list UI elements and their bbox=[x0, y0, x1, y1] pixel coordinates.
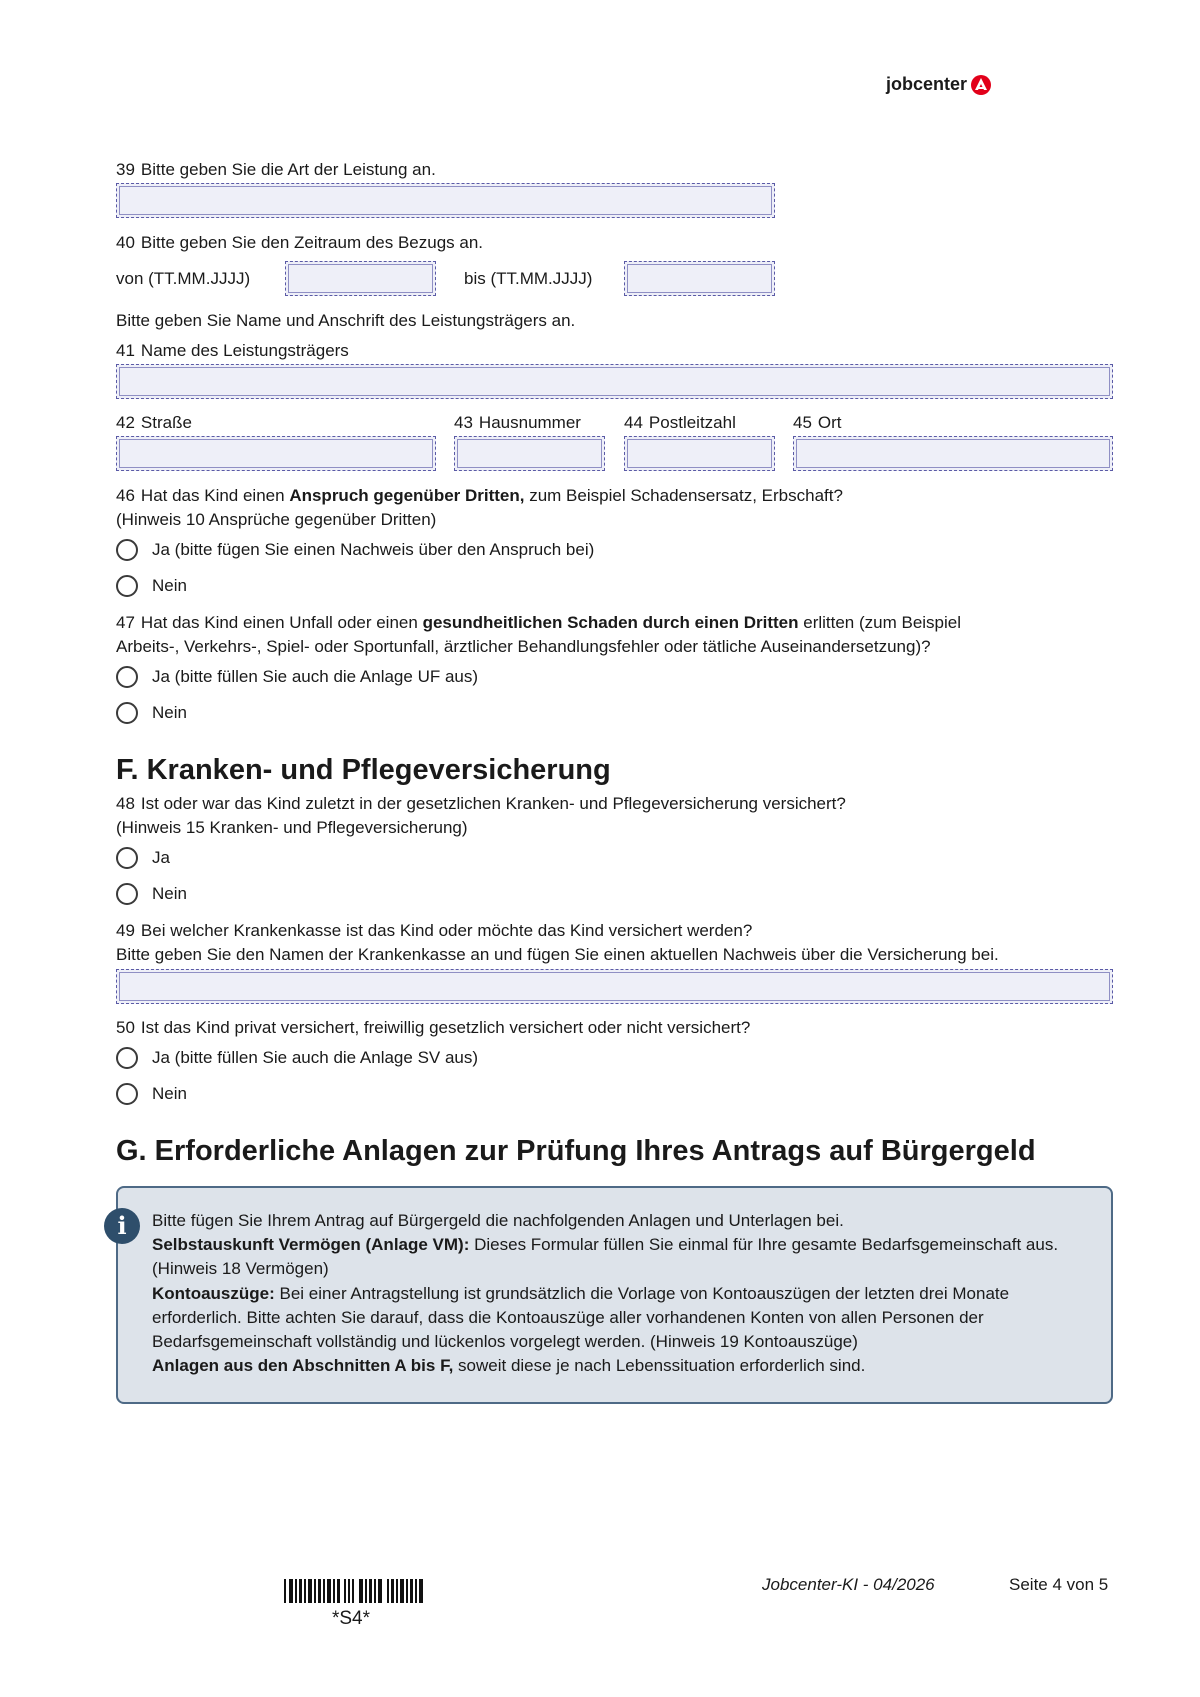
q44-number: 44 bbox=[624, 413, 643, 432]
health-insurance-field[interactable] bbox=[116, 969, 1113, 1004]
q41-number: 41 bbox=[116, 341, 135, 360]
q42-label bbox=[116, 411, 192, 435]
q41-label bbox=[116, 339, 349, 363]
form-id: Jobcenter-KI - 04/2026 bbox=[762, 1575, 935, 1594]
q49-label bbox=[116, 919, 752, 943]
q46-text-post: zum Beispiel Schadensersatz, Erbschaft? bbox=[524, 486, 843, 505]
q50-option-no[interactable] bbox=[116, 1080, 187, 1108]
info-line-anlagen bbox=[152, 1354, 1058, 1378]
q42-text: Straße bbox=[140, 413, 192, 432]
q47-no-radio[interactable] bbox=[116, 702, 138, 724]
q46-text-bold: Anspruch gegenüber Dritten, bbox=[289, 486, 525, 505]
q41-text: Name des Leistungsträgers bbox=[140, 341, 349, 360]
q50-yes-label: Ja (bitte füllen Sie auch die Anlage SV aus) bbox=[152, 1048, 479, 1067]
q44-text: Postleitzahl bbox=[648, 413, 736, 432]
info-line-intro: Bitte fügen Sie Ihrem Antrag auf Bürgergeld die nachfolgenden Anlagen und Unterlagen bei. bbox=[152, 1211, 844, 1230]
section-f-title: F. Kranken- und Pflegeversicherung bbox=[116, 754, 611, 786]
q48-number: 48 bbox=[116, 794, 135, 813]
q49-number: 49 bbox=[116, 921, 135, 940]
q50-no-label: Nein bbox=[152, 1084, 187, 1103]
q40-text: Bitte geben Sie den Zeitraum des Bezugs an. bbox=[140, 233, 484, 252]
q47-yes-label: Ja (bitte füllen Sie auch die Anlage UF aus) bbox=[152, 667, 479, 686]
section-g-title: G. Erforderliche Anlagen zur Prüfung Ihres Antrags auf Bürgergeld bbox=[116, 1135, 1036, 1167]
date-from-label: von (TT.MM.JJJJ) bbox=[116, 269, 251, 288]
q47-option-yes[interactable] bbox=[116, 663, 478, 691]
street-field[interactable] bbox=[116, 436, 436, 471]
q46-option-yes[interactable] bbox=[116, 536, 594, 564]
q50-text: Ist das Kind privat versichert, freiwillig gesetzlich versichert oder nicht versichert? bbox=[140, 1018, 751, 1037]
q48-no-label: Nein bbox=[152, 884, 187, 903]
city-field[interactable] bbox=[793, 436, 1113, 471]
q48-yes-label: Ja bbox=[152, 848, 170, 867]
q46-no-label: Nein bbox=[152, 576, 187, 595]
date-to-field[interactable] bbox=[624, 261, 775, 296]
q43-text: Hausnummer bbox=[478, 413, 581, 432]
q43-label bbox=[454, 411, 581, 435]
q48-option-no[interactable] bbox=[116, 880, 187, 908]
barcode bbox=[284, 1579, 426, 1630]
info-text bbox=[152, 1209, 1058, 1378]
info-vm-text: Dieses Formular füllen Sie einmal für Ihre gesamte Bedarfsgemeinschaft aus. bbox=[469, 1235, 1059, 1255]
q46-yes-label: Ja (bitte fügen Sie einen Nachweis über den Anspruch bei) bbox=[152, 540, 595, 559]
q47-number: 47 bbox=[116, 613, 135, 632]
q46-number: 46 bbox=[116, 486, 135, 505]
house-number-field[interactable] bbox=[454, 436, 605, 471]
q47-no-label: Nein bbox=[152, 703, 187, 722]
q50-number: 50 bbox=[116, 1018, 135, 1037]
q47-line2: Arbeits-, Verkehrs-, Spiel- oder Sportunfall, ärztlicher Behandlungsfehler oder tätliche Auseinandersetzung)? bbox=[116, 637, 931, 656]
q48-hint: (Hinweis 15 Kranken- und Pflegeversicherung) bbox=[116, 818, 468, 837]
q50-label bbox=[116, 1016, 750, 1040]
q46-option-no[interactable] bbox=[116, 572, 187, 600]
info-anlagen-bold: Anlagen aus den Abschnitten A bis F, bbox=[152, 1356, 454, 1376]
info-line-konto-3: Bedarfsgemeinschaft vollständig und lückenlos vorgelegt werden. (Hinweis 19 Kontoauszüge) bbox=[152, 1332, 858, 1352]
q48-option-yes[interactable] bbox=[116, 844, 170, 872]
q47-text-pre: Hat das Kind einen Unfall oder einen bbox=[140, 613, 423, 632]
q47-option-no[interactable] bbox=[116, 699, 187, 727]
q49-instruction: Bitte geben Sie den Namen der Krankenkasse an und fügen Sie einen aktuellen Nachweis über die Versicherung bei. bbox=[116, 945, 999, 964]
q44-label bbox=[624, 411, 736, 435]
q39-number: 39 bbox=[116, 160, 135, 179]
q46-hint: (Hinweis 10 Ansprüche gegenüber Dritten) bbox=[116, 510, 437, 529]
q46-text-pre: Hat das Kind einen bbox=[140, 486, 290, 505]
q47-label bbox=[116, 611, 961, 635]
info-vm-bold: Selbstauskunft Vermögen (Anlage VM): bbox=[152, 1235, 470, 1255]
benefit-type-field[interactable] bbox=[116, 183, 775, 218]
barcode-bars bbox=[284, 1579, 426, 1603]
page-number: Seite 4 von 5 bbox=[1009, 1575, 1109, 1594]
provider-intro: Bitte geben Sie Name und Anschrift des Leistungsträgers an. bbox=[116, 311, 576, 330]
date-from-field[interactable] bbox=[285, 261, 436, 296]
q40-label bbox=[116, 231, 483, 255]
info-line-vm-hint: (Hinweis 18 Vermögen) bbox=[152, 1259, 329, 1279]
q48-yes-radio[interactable] bbox=[116, 847, 138, 869]
logo-icon bbox=[971, 75, 991, 95]
q47-text-bold: gesundheitlichen Schaden durch einen Dritten bbox=[422, 613, 799, 632]
q39-text: Bitte geben Sie die Art der Leistung an. bbox=[140, 160, 436, 179]
info-anlagen-text: soweit diese je nach Lebenssituation erforderlich sind. bbox=[453, 1356, 866, 1376]
q49-text: Bei welcher Krankenkasse ist das Kind oder möchte das Kind versichert werden? bbox=[140, 921, 753, 940]
q43-number: 43 bbox=[454, 413, 473, 432]
q48-text: Ist oder war das Kind zuletzt in der gesetzlichen Kranken- und Pflegeversicherung versichert? bbox=[140, 794, 846, 813]
info-line-konto-2: erforderlich. Bitte achten Sie darauf, dass die Kontoauszüge aller vorhandenen Konten von allen Personen der bbox=[152, 1307, 984, 1327]
q48-no-radio[interactable] bbox=[116, 883, 138, 905]
q48-label bbox=[116, 792, 846, 816]
q46-no-radio[interactable] bbox=[116, 575, 138, 597]
barcode-text: *S4* bbox=[331, 1608, 371, 1629]
q50-option-yes[interactable] bbox=[116, 1044, 478, 1072]
info-konto-text: Bei einer Antragstellung ist grundsätzlich die Vorlage von Kontoauszügen der letzten drei Monate bbox=[274, 1283, 1010, 1303]
q47-yes-radio[interactable] bbox=[116, 666, 138, 688]
jobcenter-logo bbox=[886, 74, 991, 95]
q45-number: 45 bbox=[793, 413, 812, 432]
logo-text: jobcenter bbox=[886, 74, 968, 94]
q45-label bbox=[793, 411, 842, 435]
q45-text: Ort bbox=[817, 413, 842, 432]
date-to-label: bis (TT.MM.JJJJ) bbox=[464, 269, 593, 288]
q39-label bbox=[116, 158, 436, 182]
q46-yes-radio[interactable] bbox=[116, 539, 138, 561]
q50-yes-radio[interactable] bbox=[116, 1047, 138, 1069]
info-konto-bold: Kontoauszüge: bbox=[152, 1283, 275, 1303]
postal-code-field[interactable] bbox=[624, 436, 775, 471]
q42-number: 42 bbox=[116, 413, 135, 432]
q47-text-post: erlitten (zum Beispiel bbox=[798, 613, 962, 632]
q50-no-radio[interactable] bbox=[116, 1083, 138, 1105]
info-line-konto bbox=[152, 1282, 1058, 1306]
info-line-vm bbox=[152, 1233, 1058, 1257]
q40-number: 40 bbox=[116, 233, 135, 252]
provider-name-field[interactable] bbox=[116, 364, 1113, 399]
q46-label bbox=[116, 484, 843, 508]
info-icon: i bbox=[104, 1208, 140, 1244]
